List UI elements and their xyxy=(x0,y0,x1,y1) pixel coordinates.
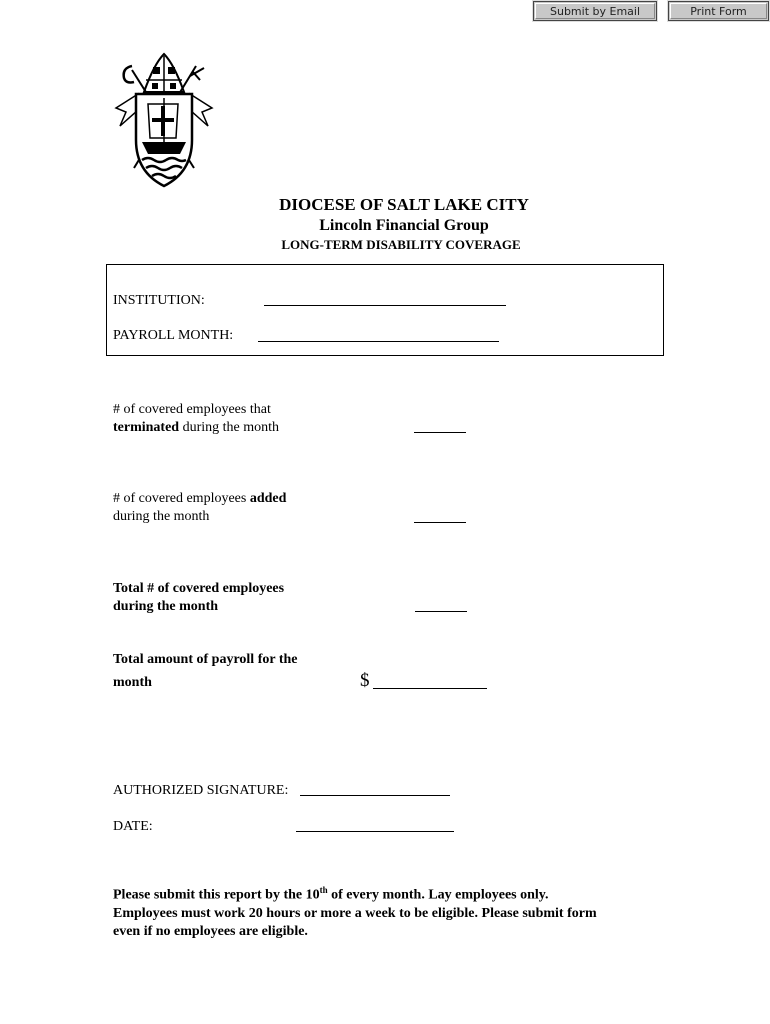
terminated-label-line2 xyxy=(113,419,279,437)
institution-field[interactable] xyxy=(264,305,506,306)
added-bold-text: added xyxy=(249,491,287,506)
payroll-amount-label-line1: Total amount of payroll for the xyxy=(113,652,298,667)
date-field[interactable] xyxy=(296,831,454,832)
footer-line2: Employees must work 20 hours or more a week to be eligible. Please submit form xyxy=(113,905,597,921)
terminated-count-field[interactable] xyxy=(414,432,466,433)
terminated-label-line1: # of covered employees that xyxy=(113,402,271,417)
footer-line3: even if no employees are eligible. xyxy=(113,923,308,939)
footer-part1: Please submit this report by the 10 xyxy=(113,887,320,903)
institution-label: INSTITUTION: xyxy=(113,293,205,308)
payroll-month-field[interactable] xyxy=(258,341,499,342)
submit-by-email-label: Submit by Email xyxy=(549,4,641,18)
company-title: Lincoln Financial Group xyxy=(319,217,489,234)
coverage-title: LONG-TERM DISABILITY COVERAGE xyxy=(281,237,521,252)
footer-note xyxy=(113,881,673,941)
date-label: DATE: xyxy=(113,819,153,834)
footer-sup: th xyxy=(319,885,328,895)
diocese-seal-icon xyxy=(108,50,220,190)
terminated-bold-text: terminated xyxy=(113,420,180,435)
added-count-field[interactable] xyxy=(414,522,466,523)
payroll-month-label: PAYROLL MONTH: xyxy=(113,328,234,343)
currency-symbol: $ xyxy=(360,670,370,691)
terminated-post-text: during the month xyxy=(179,420,280,435)
added-label-line1 xyxy=(113,490,286,508)
footer-line1 xyxy=(113,881,673,905)
org-title: DIOCESE OF SALT LAKE CITY xyxy=(279,195,529,214)
submit-by-email-button[interactable] xyxy=(533,1,657,21)
added-pre-text: # of covered employees xyxy=(113,491,250,506)
payroll-amount-field[interactable] xyxy=(373,688,487,689)
print-form-label: Print Form xyxy=(690,4,747,18)
authorized-signature-field[interactable] xyxy=(300,795,450,796)
payroll-amount-label-line2: month xyxy=(113,675,152,690)
added-label-line2: during the month xyxy=(113,509,210,524)
total-label-line1: Total # of covered employees xyxy=(113,581,285,596)
footer-part2: of every month. Lay employees only. xyxy=(327,887,549,903)
total-count-field[interactable] xyxy=(415,611,467,612)
print-form-button[interactable] xyxy=(668,1,769,21)
authorized-signature-label: AUTHORIZED SIGNATURE: xyxy=(113,783,289,798)
total-label-line2: during the month xyxy=(113,599,219,614)
